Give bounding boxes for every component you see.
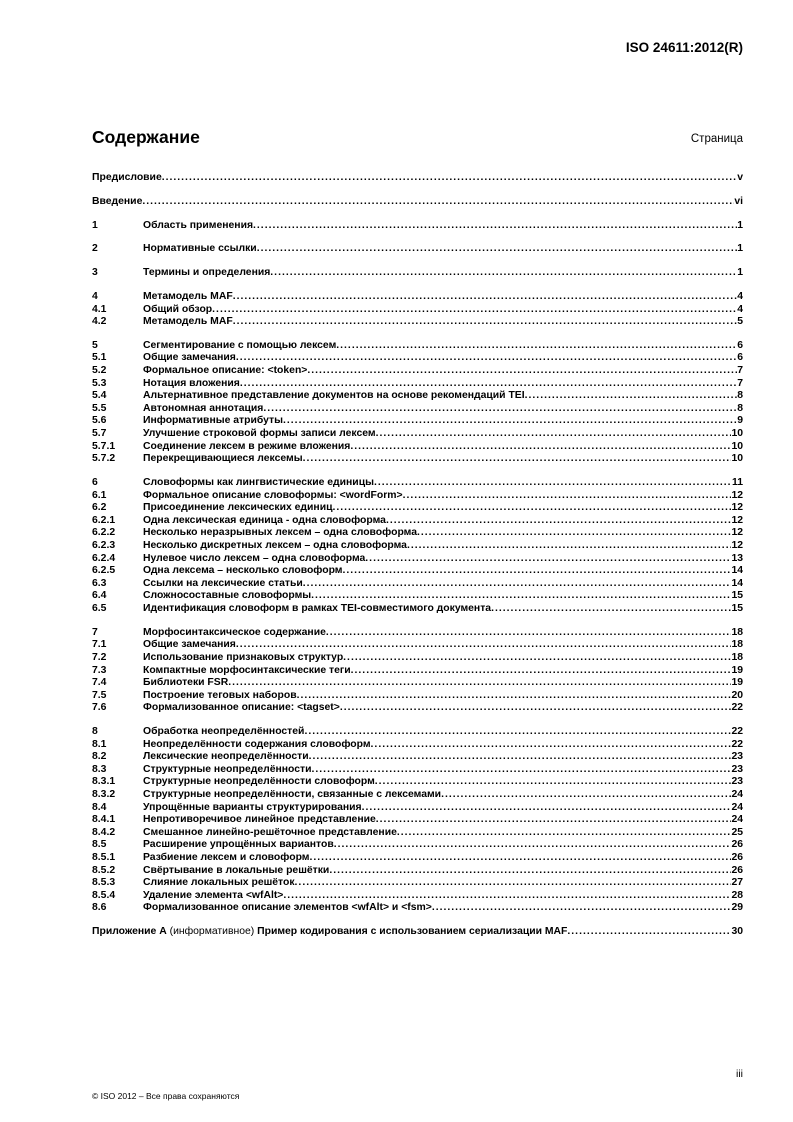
toc-entry-number: 8.4 xyxy=(92,801,107,813)
annex-prefix: Приложение A xyxy=(92,926,167,938)
toc-entry-number: 5.7 xyxy=(92,428,107,440)
toc-entry-page: 8 xyxy=(737,390,743,402)
toc-entry-page: 1 xyxy=(737,219,743,231)
dot-leader xyxy=(270,267,737,280)
toc-entry-number: 5 xyxy=(92,339,98,351)
toc-entry[interactable] xyxy=(92,902,743,915)
toc-entry-title: Морфосинтаксическое содержание xyxy=(143,626,326,638)
toc-entry-number: 6 xyxy=(92,477,98,488)
toc-entry[interactable] xyxy=(92,827,743,840)
toc-entry-title: Неопределённости содержания словоформ xyxy=(143,738,371,750)
toc-entry-title: Соединение лексем в режиме вложения xyxy=(143,440,351,452)
toc-entry-title: Разбиение лексем и словоформ xyxy=(143,852,310,863)
table-of-contents xyxy=(92,172,743,939)
toc-entry[interactable] xyxy=(92,603,743,616)
toc-entry[interactable] xyxy=(92,726,743,739)
toc-entry-page: 25 xyxy=(731,826,743,838)
toc-entry-page: 27 xyxy=(731,877,743,889)
toc-entry[interactable] xyxy=(92,814,743,827)
dot-leader xyxy=(212,304,737,317)
page-number: iii xyxy=(736,1068,743,1080)
toc-entry[interactable] xyxy=(92,441,743,454)
toc-entry-page: 20 xyxy=(731,689,743,701)
toc-entry[interactable] xyxy=(92,665,743,678)
toc-entry-page: 24 xyxy=(731,814,743,826)
toc-entry-page: 5 xyxy=(737,316,743,328)
toc-entry-number: 5.7.1 xyxy=(92,440,116,452)
toc-entry-page: vi xyxy=(734,195,743,207)
toc-entry-number: 5.6 xyxy=(92,415,107,427)
toc-entry[interactable] xyxy=(92,453,743,466)
toc-entry[interactable] xyxy=(92,852,743,865)
toc-entry-page: 18 xyxy=(731,651,743,663)
toc-entry-page: 24 xyxy=(731,801,743,813)
toc-entry-title: Свёртывание в локальные решётки xyxy=(143,864,330,876)
toc-entry-title: Построение теговых наборов xyxy=(143,689,297,701)
toc-entry-page: 14 xyxy=(731,577,743,589)
toc-entry[interactable] xyxy=(92,291,743,304)
toc-entry[interactable] xyxy=(92,490,743,503)
toc-entry[interactable] xyxy=(92,702,743,715)
dot-leader xyxy=(311,590,731,603)
toc-entry-title: Общие замечания xyxy=(143,352,236,364)
toc-entry-title: Сложносоставные словоформы xyxy=(143,590,312,602)
toc-entry-number: 6.1 xyxy=(92,489,107,501)
toc-entry[interactable] xyxy=(92,415,743,428)
dot-leader xyxy=(343,652,731,665)
dot-leader xyxy=(233,291,738,304)
toc-entry[interactable] xyxy=(92,267,743,280)
toc-entry-page: 6 xyxy=(737,352,743,364)
toc-entry-number: 8.5.3 xyxy=(92,877,116,889)
toc-entry-page: 8 xyxy=(737,402,743,414)
toc-entry-title: Формальное описание словоформы: <wordForm> xyxy=(143,489,403,501)
toc-entry-title: Компактные морфосинтаксические теги xyxy=(143,664,351,676)
toc-entry[interactable] xyxy=(92,243,743,256)
toc-entry[interactable] xyxy=(92,378,743,391)
dot-leader xyxy=(162,172,737,185)
toc-entry-number: 5.5 xyxy=(92,402,107,414)
toc-entry-page: 10 xyxy=(731,440,743,452)
toc-entry-title: Формальное описание: <token> xyxy=(143,365,308,377)
dot-leader xyxy=(525,390,738,403)
toc-entry-number: 6.2.3 xyxy=(92,539,116,551)
dot-leader xyxy=(297,690,732,703)
dot-leader xyxy=(304,726,731,739)
dot-leader xyxy=(365,553,731,566)
page-column-label: Страница xyxy=(690,133,743,145)
toc-entry-title: Нотация вложения xyxy=(143,377,240,389)
toc-entry-number: 8.5.4 xyxy=(92,889,116,901)
toc-entry-page: 26 xyxy=(731,864,743,876)
dot-leader xyxy=(374,477,732,490)
dot-leader xyxy=(386,515,731,528)
toc-entry-title: Смешанное линейно-решёточное представление xyxy=(143,826,397,838)
toc-entry[interactable] xyxy=(92,565,743,578)
toc-entry[interactable] xyxy=(92,553,743,566)
toc-entry-title: Идентификация словоформ в рамках TEI-совместимого документа xyxy=(143,602,492,614)
toc-entry-page: 7 xyxy=(737,365,743,377)
toc-entry[interactable] xyxy=(92,340,743,353)
toc-entry-number: 8.4.2 xyxy=(92,826,116,838)
toc-entry[interactable] xyxy=(92,352,743,365)
toc-entry[interactable] xyxy=(92,652,743,665)
dot-leader xyxy=(407,540,731,553)
toc-entry-number: 7 xyxy=(92,626,98,638)
dot-leader xyxy=(351,665,732,678)
dot-leader xyxy=(236,639,732,652)
toc-entry-page: 26 xyxy=(731,839,743,851)
document-id: ISO 24611:2012(R) xyxy=(625,40,743,55)
toc-entry-title: Нулевое число лексем – одна словоформа xyxy=(143,552,366,564)
toc-entry-title: Термины и определения xyxy=(143,267,271,279)
toc-entry-number: 7.1 xyxy=(92,639,107,651)
toc-entry[interactable] xyxy=(92,365,743,378)
toc-entry-page: 22 xyxy=(731,702,743,714)
toc-entry-page: 19 xyxy=(731,677,743,689)
toc-entry-title: Одна лексема – несколько словоформ xyxy=(143,565,343,577)
toc-entry[interactable] xyxy=(92,428,743,441)
dot-leader xyxy=(309,852,731,865)
toc-entry-title: Присоединение лексических единиц xyxy=(143,502,333,514)
dot-leader xyxy=(283,415,737,428)
toc-entry-number: 8.5.2 xyxy=(92,864,116,876)
dot-leader xyxy=(307,365,737,378)
toc-entry-title: Информативные атрибуты xyxy=(143,415,284,427)
toc-entry-title: Формализованное описание: <tagset> xyxy=(143,702,340,714)
toc-entry[interactable] xyxy=(92,502,743,515)
toc-entry-title: Обработка неопределённостей xyxy=(143,726,305,738)
toc-entry-page: 15 xyxy=(731,602,743,614)
toc-entry-title: Предисловие xyxy=(92,172,162,183)
toc-entry[interactable] xyxy=(92,390,743,403)
toc-entry[interactable] xyxy=(92,540,743,553)
dot-leader xyxy=(309,751,732,764)
toc-entry[interactable] xyxy=(92,751,743,764)
toc-entry[interactable] xyxy=(92,839,743,852)
dot-leader xyxy=(375,776,732,789)
dot-leader xyxy=(303,578,732,591)
toc-entry-page: 13 xyxy=(731,552,743,564)
toc-entry-page: 4 xyxy=(737,290,743,302)
toc-entry-title: Область применения xyxy=(143,219,254,231)
toc-entry-number: 7.3 xyxy=(92,664,107,676)
toc-entry-title: Использование признаковых структур xyxy=(143,651,344,663)
toc-entry-number: 7.2 xyxy=(92,651,107,663)
dot-leader xyxy=(295,877,732,890)
toc-entry-title: Сегментирование с помощью лексем xyxy=(143,339,337,351)
toc-entry-number: 8.5 xyxy=(92,839,107,851)
toc-entry[interactable] xyxy=(92,776,743,789)
toc-entry-number: 6.4 xyxy=(92,590,107,602)
toc-entry-number: 6.2.5 xyxy=(92,565,116,577)
copyright-notice: © ISO 2012 – Все права сохраняются xyxy=(92,1091,240,1101)
toc-entry-number: 6.2.4 xyxy=(92,552,116,564)
toc-entry-number: 6.3 xyxy=(92,577,107,589)
dot-leader xyxy=(312,764,732,777)
toc-entry-page: 28 xyxy=(731,889,743,901)
toc-entry[interactable] xyxy=(92,764,743,777)
toc-entry-title: Метамодель MAF xyxy=(143,290,233,302)
toc-entry-page: 10 xyxy=(731,453,743,465)
toc-entry-page: 23 xyxy=(731,763,743,775)
toc-entry[interactable] xyxy=(92,196,743,209)
toc-entry-number: 4.1 xyxy=(92,303,107,315)
toc-entry-number: 5.4 xyxy=(92,390,107,402)
toc-entry-page: 6 xyxy=(737,339,743,351)
toc-entry[interactable] xyxy=(92,627,743,640)
toc-entry-title xyxy=(92,926,567,939)
toc-entry-title: Непротиворечивое линейное представление xyxy=(143,814,376,826)
toc-entry-number: 6.2.2 xyxy=(92,527,116,539)
toc-entry[interactable] xyxy=(92,220,743,233)
toc-entry-title: Метамодель MAF xyxy=(143,316,233,328)
toc-entry-title: Ссылки на лексические статьи xyxy=(143,577,303,589)
toc-entry[interactable] xyxy=(92,865,743,878)
toc-entry[interactable] xyxy=(92,789,743,802)
toc-entry-page: 9 xyxy=(737,415,743,427)
toc-entry-title: Перекрещивающиеся лексемы xyxy=(143,453,303,465)
toc-entry-page: 30 xyxy=(731,926,743,938)
toc-entry-title: Структурные неопределённости xyxy=(143,763,312,775)
dot-leader xyxy=(491,603,731,616)
toc-entry-title: Словоформы как лингвистические единицы xyxy=(143,477,374,488)
dot-leader xyxy=(253,220,737,233)
toc-entry-title: Общие замечания xyxy=(143,639,236,651)
toc-entry-number: 4 xyxy=(92,290,98,302)
toc-entry-number: 8.5.1 xyxy=(92,852,116,863)
toc-entry-page: 18 xyxy=(731,639,743,651)
dot-leader xyxy=(397,827,732,840)
dot-leader xyxy=(332,502,731,515)
toc-entry-page: 12 xyxy=(731,502,743,514)
toc-entry-page: 18 xyxy=(731,626,743,638)
toc-entry[interactable] xyxy=(92,515,743,528)
toc-entry-number: 5.3 xyxy=(92,377,107,389)
toc-entry-page: 1 xyxy=(737,267,743,279)
toc-entry-title: Введение xyxy=(92,195,143,207)
toc-entry[interactable] xyxy=(92,403,743,416)
dot-leader xyxy=(336,340,737,353)
toc-entry-title: Удаление элемента <wfAlt> xyxy=(143,889,284,901)
toc-entry-number: 7.6 xyxy=(92,702,107,714)
toc-entry-number: 6.5 xyxy=(92,602,107,614)
toc-entry-number: 8.3 xyxy=(92,763,107,775)
toc-entry-number: 8 xyxy=(92,726,98,738)
toc-entry-title: Нормативные ссылки xyxy=(143,243,257,255)
dot-leader xyxy=(403,490,732,503)
dot-leader xyxy=(567,926,731,939)
dot-leader xyxy=(441,789,731,802)
toc-entry-title: Упрощённые варианты структурирования xyxy=(143,801,362,813)
toc-entry-title: Слияние локальных решёток xyxy=(143,877,295,889)
toc-entry[interactable] xyxy=(92,639,743,652)
toc-entry[interactable] xyxy=(92,890,743,903)
toc-entry-title: Одна лексическая единица - одна словоформа xyxy=(143,514,386,526)
toc-entry-page: 23 xyxy=(731,776,743,788)
toc-entry[interactable] xyxy=(92,802,743,815)
dot-leader xyxy=(228,677,731,690)
toc-entry-title: Формализованное описание элементов <wfAlt> и <fsm> xyxy=(143,902,432,914)
dot-leader xyxy=(362,802,732,815)
toc-entry-title: Автономная аннотация xyxy=(143,402,264,414)
toc-entry-page: 1 xyxy=(737,243,743,255)
dot-leader xyxy=(343,565,732,578)
toc-entry-page: 15 xyxy=(731,590,743,602)
toc-entry-title: Лексические неопределённости xyxy=(143,751,309,763)
toc-entry-number: 1 xyxy=(92,219,98,231)
toc-entry-page: 12 xyxy=(731,514,743,526)
toc-entry-page: 29 xyxy=(731,902,743,914)
toc-entry-title: Структурные неопределённости, связанные с лексемами xyxy=(143,789,442,801)
toc-entry-page: 4 xyxy=(737,303,743,315)
annex-title: Пример кодирования с использованием сериализации MAF xyxy=(257,926,568,938)
toc-title: Содержание xyxy=(92,127,200,147)
toc-entry-number: 8.3.2 xyxy=(92,789,116,801)
toc-entry-title: Несколько неразрывных лексем – одна словоформа xyxy=(143,527,417,539)
dot-leader xyxy=(240,378,737,391)
toc-entry-page: 12 xyxy=(731,527,743,539)
toc-entry-title: Общий обзор xyxy=(143,303,213,315)
toc-entry-number: 3 xyxy=(92,267,98,279)
toc-entry-page: 24 xyxy=(731,789,743,801)
dot-leader xyxy=(257,243,738,256)
toc-entry-title: Альтернативное представление документов на основе рекомендаций TEI xyxy=(143,390,525,402)
toc-entry-number: 7.4 xyxy=(92,677,107,689)
toc-entry-title: Библиотеки FSR xyxy=(143,677,229,689)
toc-entry-page: 14 xyxy=(731,565,743,577)
dot-leader xyxy=(283,890,731,903)
toc-entry-number: 5.1 xyxy=(92,352,107,364)
toc-entry[interactable] xyxy=(92,690,743,703)
toc-entry-page: 22 xyxy=(731,726,743,738)
toc-entry-page: 26 xyxy=(731,852,743,863)
toc-entry-page: 10 xyxy=(731,428,743,440)
dot-leader xyxy=(417,527,731,540)
toc-entry[interactable] xyxy=(92,739,743,752)
dot-leader xyxy=(350,441,731,454)
toc-entry-title: Расширение упрощённых вариантов xyxy=(143,839,334,851)
toc-entry-title: Улучшение строковой формы записи лексем xyxy=(143,428,376,440)
annex-type: (информативное) xyxy=(166,926,258,938)
toc-entry-annex-a[interactable] xyxy=(92,926,743,939)
dot-leader xyxy=(334,839,732,852)
toc-entry[interactable] xyxy=(92,172,743,185)
toc-entry-title: Несколько дискретных лексем – одна словоформа xyxy=(143,539,407,551)
toc-entry-number: 5.7.2 xyxy=(92,453,116,465)
toc-entry-number: 7.5 xyxy=(92,689,107,701)
toc-entry-number: 8.2 xyxy=(92,751,107,763)
dot-leader xyxy=(142,196,734,209)
toc-entry-number: 5.2 xyxy=(92,365,107,377)
toc-entry-number: 4.2 xyxy=(92,316,107,328)
dot-leader xyxy=(376,428,732,441)
dot-leader xyxy=(371,739,732,752)
dot-leader xyxy=(236,352,737,365)
toc-entry[interactable] xyxy=(92,477,743,490)
toc-entry-page: 7 xyxy=(737,377,743,389)
toc-entry-page: 12 xyxy=(731,489,743,501)
toc-entry-page: 12 xyxy=(731,539,743,551)
toc-entry-page: v xyxy=(737,172,743,183)
toc-entry-page: 11 xyxy=(732,477,743,488)
dot-leader xyxy=(432,902,732,915)
toc-entry[interactable] xyxy=(92,304,743,317)
toc-entry-number: 8.1 xyxy=(92,738,107,750)
dot-leader xyxy=(326,627,732,640)
dot-leader xyxy=(376,814,732,827)
toc-entry-number: 8.6 xyxy=(92,902,107,914)
toc-entry-page: 19 xyxy=(731,664,743,676)
toc-entry[interactable] xyxy=(92,877,743,890)
toc-entry-number: 8.3.1 xyxy=(92,776,116,788)
toc-entry[interactable] xyxy=(92,578,743,591)
toc-entry-page: 23 xyxy=(731,751,743,763)
toc-entry-page: 22 xyxy=(731,738,743,750)
toc-entry[interactable] xyxy=(92,316,743,329)
toc-entry-number: 6.2.1 xyxy=(92,514,116,526)
toc-entry-number: 8.4.1 xyxy=(92,814,116,826)
toc-entry-number: 2 xyxy=(92,243,98,255)
dot-leader xyxy=(263,403,737,416)
dot-leader xyxy=(233,316,738,329)
toc-entry-number: 6.2 xyxy=(92,502,107,514)
toc-entry[interactable] xyxy=(92,527,743,540)
dot-leader xyxy=(340,702,732,715)
dot-leader xyxy=(303,453,732,466)
toc-entry[interactable] xyxy=(92,677,743,690)
toc-entry[interactable] xyxy=(92,590,743,603)
toc-entry-title: Структурные неопределённости словоформ xyxy=(143,776,375,788)
dot-leader xyxy=(329,865,731,878)
